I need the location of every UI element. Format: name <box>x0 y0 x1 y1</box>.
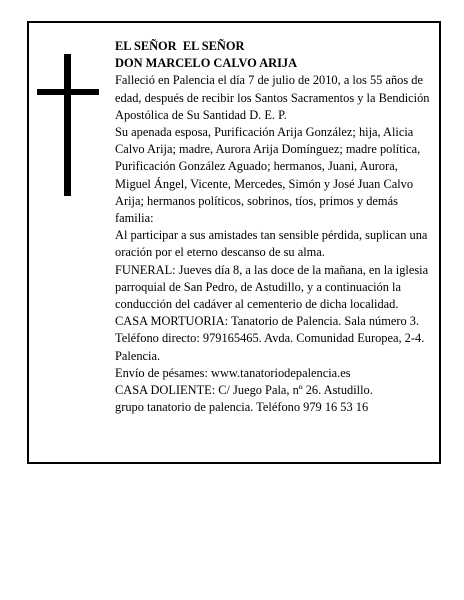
obituary-text <box>115 38 433 416</box>
family-list: Su apenada esposa, Purificación Arija González; hija, Alicia Calvo Arija; madre, Aurora Arija Domínguez; madre política, Purificación González Aguado; hermanos, Juani, Aurora, Miguel Ángel, Vicente, Mercedes, Simón y José Juan Calvo Arija; hermanos políticos, sobrinos, tíos, primos y demás familia: <box>115 125 421 226</box>
family-home-address: CASA DOLIENTE: C/ Juego Pala, nº 26. Astudillo. <box>115 383 373 398</box>
mortuary-details: CASA MORTUORIA: Tanatorio de Palencia. Sala número 3. Teléfono directo: 979165465. Avda. Comunidad Europea, 2-4. Palencia. <box>115 314 425 363</box>
cross-vertical-bar <box>64 54 71 196</box>
death-announcement: Falleció en Palencia el día 7 de julio de 2010, a los 55 años de edad, después de recibir los Santos Sacramentos y la Bendición Apostólica de Su Santidad D. E. P. <box>115 73 430 122</box>
funeral-home-contact: grupo tanatorio de palencia. Teléfono 979 16 53 16 <box>115 400 369 415</box>
obituary-heading: EL SEÑOR EL SEÑOR <box>115 39 245 53</box>
condolences-website: Envío de pésames: www.tanatoriodepalencia.es <box>115 365 351 380</box>
deceased-name: DON MARCELO CALVO ARIJA <box>115 56 298 71</box>
prayer-request: Al participar a sus amistades tan sensible pérdida, suplican una oración por el eterno descanso de su alma. <box>115 228 428 260</box>
latin-cross-icon <box>37 54 99 196</box>
cross-horizontal-bar <box>37 89 99 95</box>
funeral-details: FUNERAL: Jueves día 8, a las doce de la mañana, en la iglesia parroquial de San Pedro, de Astudillo, y a continuación la conducción del cadáver al cementerio de dicha localidad. <box>115 262 429 312</box>
